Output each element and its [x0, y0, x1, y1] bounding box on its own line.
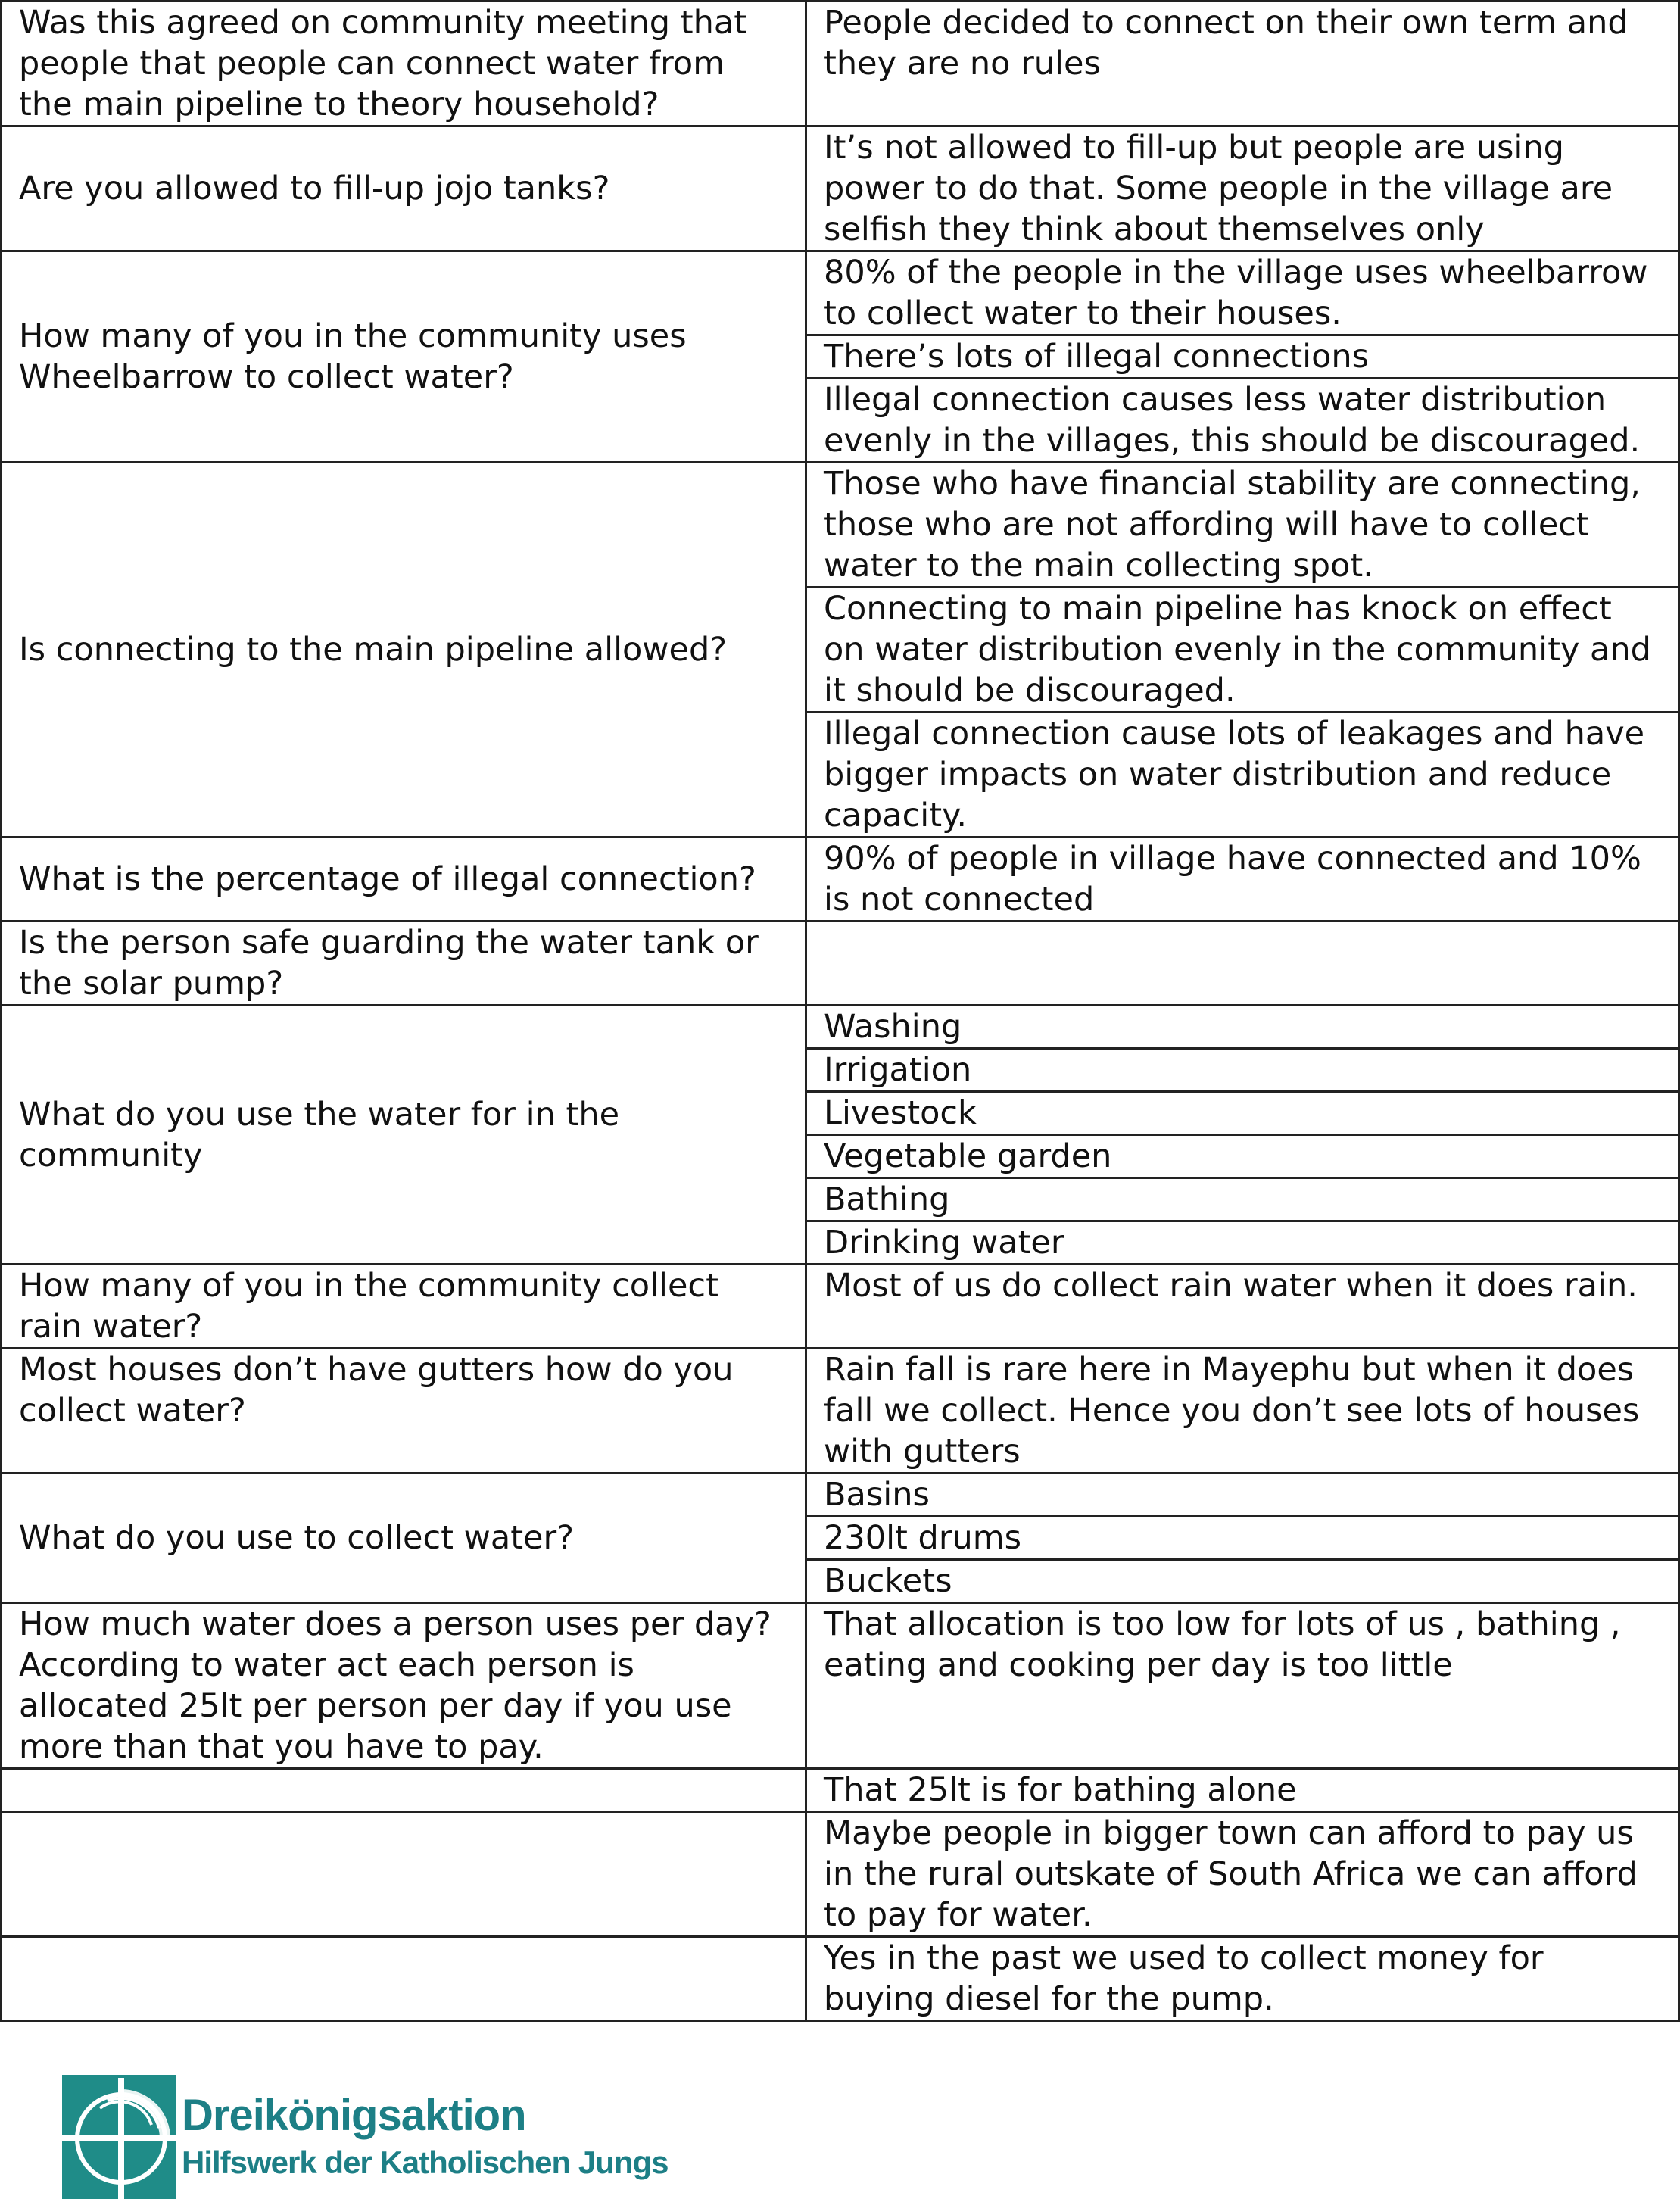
question-cell: How many of you in the community uses Wheelbarrow to collect water? [2, 251, 806, 463]
answer-cell: Basins [806, 1474, 1679, 1517]
dreikoenigsaktion-logo [62, 2075, 669, 2199]
answer-cell: Those who have financial stability are connecting, those who are not affording will have to collect water to the main collecting spot. [806, 463, 1679, 588]
question-cell: How many of you in the community collect rain water? [2, 1265, 806, 1349]
question-cell: Is the person safe guarding the water tank or the solar pump? [2, 922, 806, 1006]
question-cell: Is connecting to the main pipeline allowed? [2, 463, 806, 837]
question-cell: What do you use to collect water? [2, 1474, 806, 1603]
table-row [2, 1474, 1679, 1517]
answer-cell: 80% of the people in the village uses wheelbarrow to collect water to their houses. [806, 251, 1679, 335]
table-row [2, 463, 1679, 588]
answer-cell: Washing [806, 1006, 1679, 1049]
table-row [2, 1006, 1679, 1049]
answer-cell: Buckets [806, 1560, 1679, 1603]
answer-cell: Livestock [806, 1092, 1679, 1135]
table-row [2, 1769, 1679, 1812]
table-row [2, 2, 1679, 126]
question-cell [2, 1812, 806, 1937]
logo-subtitle: Hilfswerk der Katholischen Jungs [182, 2144, 669, 2180]
answer-cell: Irrigation [806, 1049, 1679, 1092]
answer-cell: That allocation is too low for lots of us , bathing , eating and cooking per day is too little [806, 1603, 1679, 1769]
answer-cell: Rain fall is rare here in Mayephu but when it does fall we collect. Hence you don’t see lots of houses with gutters [806, 1349, 1679, 1474]
question-cell: Are you allowed to fill-up jojo tanks? [2, 126, 806, 251]
answer-cell: Illegal connection causes less water distribution evenly in the villages, this should be discouraged. [806, 379, 1679, 463]
answer-cell: 230lt drums [806, 1517, 1679, 1560]
table-row [2, 1265, 1679, 1349]
question-cell: What do you use the water for in the community [2, 1006, 806, 1265]
answer-cell: That 25lt is for bathing alone [806, 1769, 1679, 1812]
question-cell: How much water does a person uses per day? According to water act each person is allocated 25lt per person per day if you use more than that you have to pay. [2, 1603, 806, 1769]
answer-cell: Vegetable garden [806, 1135, 1679, 1178]
table-row [2, 1937, 1679, 2021]
answer-cell: Maybe people in bigger town can afford to pay us in the rural outskate of South Africa we can afford to pay for water. [806, 1812, 1679, 1937]
answer-cell: 90% of people in village have connected and 10% is not connected [806, 837, 1679, 922]
question-cell: Most houses don’t have gutters how do you collect water? [2, 1349, 806, 1474]
question-cell: Was this agreed on community meeting that people that people can connect water from the main pipeline to theory household? [2, 2, 806, 126]
table-row [2, 251, 1679, 335]
question-cell [2, 1937, 806, 2021]
answer-cell [806, 922, 1679, 1006]
answer-cell: Connecting to main pipeline has knock on effect on water distribution evenly in the community and it should be discouraged. [806, 588, 1679, 713]
table-row [2, 1812, 1679, 1937]
table-row [2, 1349, 1679, 1474]
table-row [2, 837, 1679, 922]
table-row [2, 922, 1679, 1006]
logo-name: Dreikönigsaktion [182, 2091, 526, 2140]
answer-cell: Illegal connection cause lots of leakages and have bigger impacts on water distribution and reduce capacity. [806, 713, 1679, 837]
question-cell: What is the percentage of illegal connection? [2, 837, 806, 922]
cross-emblem-icon [62, 2075, 176, 2199]
answer-cell: People decided to connect on their own term and they are no rules [806, 2, 1679, 126]
answer-cell: Drinking water [806, 1221, 1679, 1265]
table-row [2, 126, 1679, 251]
answer-cell: It’s not allowed to fill-up but people are using power to do that. Some people in the village are selfish they think about themselves only [806, 126, 1679, 251]
answer-cell: Most of us do collect rain water when it does rain. [806, 1265, 1679, 1349]
answer-cell: Yes in the past we used to collect money for buying diesel for the pump. [806, 1937, 1679, 2021]
answer-cell: There’s lots of illegal connections [806, 335, 1679, 379]
answer-cell: Bathing [806, 1178, 1679, 1221]
question-cell [2, 1769, 806, 1812]
table-row [2, 1603, 1679, 1769]
